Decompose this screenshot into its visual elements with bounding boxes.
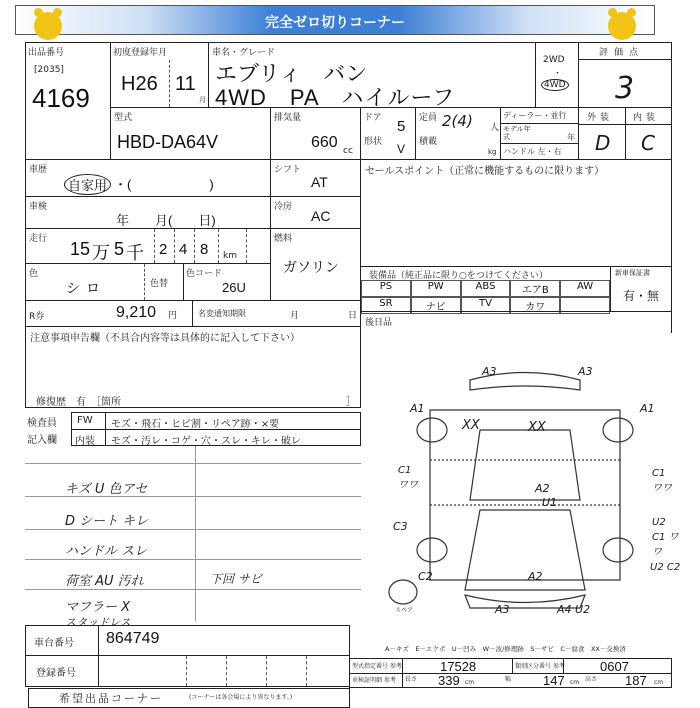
registration-label: 初度登録年月 [113,48,168,58]
damage-label: A3 [482,365,497,378]
equip-navi: ナビ [411,297,461,314]
recycle-unit: 円 [168,311,178,321]
type-designation-value: 17528 [440,659,477,674]
banner [15,5,655,35]
damage-label: C1 ワワ [398,465,418,491]
damage-label: C3 [393,520,408,533]
notice-label: 名変通知期限 [198,309,246,318]
damage-label: U1 [542,496,558,509]
equip-abs: ABS [461,280,511,297]
car-name-line1: エブリィ バン [215,61,368,86]
type-designation-label: 型式指定番号 参考 [352,663,402,670]
history-rest: ・( ) [114,177,214,192]
height-value: 187 [625,673,647,688]
length-label: 長さ [405,676,418,683]
doors-value: 5 [397,118,406,135]
color-label: 色 [29,269,39,279]
recycle-box [25,300,361,327]
color-box [25,263,271,301]
load-unit: kg [488,148,497,156]
drive-4wd-circled: 4WD [541,79,569,91]
shape-value: V [397,142,406,156]
interior-label: 内装 [633,113,660,123]
inspector-label2: 記入欄 [27,435,57,446]
width-unit: cm [570,679,580,686]
model-box [110,107,271,160]
month-unit: 月 [199,96,206,104]
history-label: 車歴 [29,165,48,175]
chassis-number: 864749 [106,630,160,647]
fuel-value: ガソリン [283,259,339,275]
displacement-value: 660 [311,134,338,151]
registration-month: 11 [175,73,196,95]
drive-sep: ・ [553,69,563,79]
damage-label: U2 C2 [650,562,681,573]
repair-end: ］ [346,397,356,408]
damage-label: A2 [528,570,543,583]
model-year-label: モデル年式 [503,125,531,141]
displacement-unit: cc [343,146,353,156]
recycle-label: R券 [29,312,45,322]
model-label: 型式 [114,113,133,123]
body-outline [430,410,620,580]
exterior-score: D [595,131,611,155]
wheel-rear-right [603,538,633,562]
height-label: 高さ [585,676,598,683]
wheel-front-left [417,418,447,442]
damage-label: C1 ワワ [652,468,672,494]
interior-items: モズ・汚レ・コゲ・穴・スレ・キレ・破レ [111,436,301,447]
footer-box [28,688,350,708]
equip-leather: カワ [510,297,560,314]
mileage-digit: 4 [179,241,188,258]
sales-point-box [360,159,672,267]
damage-label: A2 [535,482,550,495]
hood-shape [470,430,580,500]
year-unit: 年 [567,133,575,142]
damage-label: C2 [418,570,433,583]
lot-box [25,42,111,160]
class-value: 0607 [600,659,629,674]
repair-history: 修復歴 有 ［箇所 [36,397,121,408]
inspection-box [25,196,271,229]
doors-label: ドア [364,113,382,123]
damage-label: XX [462,418,480,433]
car-name-box [208,42,536,108]
shift-label: シフト [274,165,302,175]
lot-label: 出品番号 [28,48,65,58]
width-value: 147 [543,673,565,688]
chassis-table [25,625,350,687]
remark-line: 荷室 AU 汚れ [65,574,144,589]
dimensions-label: 車検証明細 参考 [352,677,396,684]
history-value-circled: 自家用 [64,174,111,195]
chassis-label: 車台番号 [34,638,74,649]
damage-label: XX [528,420,546,435]
warranty-box [610,266,672,312]
color-code: 26U [222,280,246,295]
banner-title: 完全ゼロ切りコーナー [265,15,405,31]
later-items-label: 後日品 [365,318,393,328]
notes-box [25,326,361,408]
recycle-value: 9,210 [116,304,157,321]
remark-line: キズ U 色アセ [65,482,148,497]
model-value: HBD-DA64V [117,132,219,152]
mileage-digit: 2 [159,241,168,258]
car-name-line2: 4WD PA ハイルーフ [215,85,456,110]
wheel-front-right [603,418,633,442]
wheel-rear-left [417,538,447,562]
equip-pw: PW [411,280,461,297]
mileage-sen-unit: 千 [126,243,144,263]
notice-month: 月 [290,311,300,321]
shift-value: AT [311,174,328,190]
capacity-box [415,107,501,160]
length-unit: cm [465,679,475,686]
rear-shape [465,510,585,590]
mileage-sen: 5 [114,239,125,259]
color-value: シロ [66,280,106,296]
score-label: 評価点 [599,48,645,58]
spare-tire [389,580,417,604]
inspection-value: 年 月( 日) [116,213,216,228]
lot-number: 4169 [32,83,90,113]
notice-day: 日 [348,311,358,321]
remark-right: 下回 サビ [210,572,262,586]
footer-sub: (コーナーは各会場により異なります。) [189,694,293,701]
registration-box [110,42,209,108]
bear-mascot-icon [608,12,636,40]
warranty-label: 新車保証書 [615,269,650,277]
inspector-table [25,410,361,446]
load-label: 積載 [419,137,438,147]
equip-sr: SR [361,297,411,314]
score-box [578,42,672,160]
damage-label: A3 [578,365,593,378]
aircon-label: 冷房 [274,202,293,212]
capacity-value: 2(4) [442,112,473,130]
damage-legend: A－キズ E－エクボ U－凹み W－波/修理跡 S－サビ C－腐食 XX－交換済 [385,645,626,653]
equip-aw: AW [560,280,610,297]
exterior-label: 外装 [587,113,614,123]
inspector-label: 検査員 [27,418,57,429]
interior-score: C [641,131,655,155]
equip-ps: PS [361,280,411,297]
remark-line: D シート キレ [65,514,149,529]
shift-box [270,159,361,197]
registration-number-label: 登録番号 [36,668,76,679]
remark-line: マフラー X [65,600,131,615]
aircon-box [270,196,361,229]
mileage-man-unit: 万 [92,243,110,263]
mileage-digit: 8 [200,241,209,258]
equipment-box [360,266,611,312]
spare-label: スペア [395,607,414,614]
score-value: 3 [615,71,635,106]
spec-table [349,658,672,688]
equip-tv: TV [461,297,511,314]
registration-year: H26 [121,73,158,95]
inspection-label: 車検 [29,202,48,212]
fuel-label: 燃料 [274,234,293,244]
mileage-unit: km [223,251,237,261]
notes-label: 注意事項申告欄（不具合内容等は具体的に記入して下さい） [30,333,300,344]
class-label: 類別区分番号 参考 [515,663,565,670]
width-label: 幅 [505,676,512,683]
damage-label: A1 [640,402,655,415]
remark-line: スタッドレス [65,616,131,629]
capacity-unit: 人 [490,123,500,133]
drive-box [535,42,579,108]
fuel-box [270,228,361,301]
history-box [25,159,271,197]
later-items-box [360,311,672,333]
mileage-label: 走行 [29,234,48,244]
capacity-label: 定員 [419,113,438,123]
fw-label: FW [77,415,93,426]
car-name-label: 車名・グレード [212,48,276,58]
shape-label: 形状 [364,137,383,147]
displacement-box [270,107,361,160]
length-value: 339 [438,673,460,688]
damage-label: A3 [495,603,510,616]
drive-2wd: 2WD [543,55,565,65]
lot-sub: [2035] [34,65,64,75]
damage-label: A4 U2 [557,603,591,616]
aircon-value: AC [311,208,331,224]
height-unit: cm [654,679,664,686]
handle-label: ハンドル 左・右 [503,147,562,156]
dealer-box [500,107,579,160]
warranty-value: 有・無 [623,289,660,303]
remarks-area [25,446,361,629]
doors-box [360,107,416,160]
damage-label: A1 [410,402,425,415]
fw-items: モズ・飛石・ヒビ割・リペア跡・×要 [111,419,280,430]
dealer-label: ディーラー・並行 [503,111,567,120]
sales-point-label: セールスポイント（正常に機能するものに限ります） [365,166,605,177]
footer-label: 希望出品コーナー [59,692,163,705]
mileage-box [25,228,271,264]
color-change-label: 色替 [150,279,169,289]
equipment-label: 装備品（純正品に限り○をつけてください） [369,271,548,281]
displacement-label: 排気量 [274,113,302,123]
equip-airbag: エアB [510,280,560,297]
mileage-man: 15 [70,239,91,259]
remark-line: ハンドル スレ [65,544,148,559]
color-code-label: 色コード [186,269,223,279]
interior-row-label: 内装 [75,436,95,447]
damage-label: U2 C1 ワワ [652,517,679,558]
